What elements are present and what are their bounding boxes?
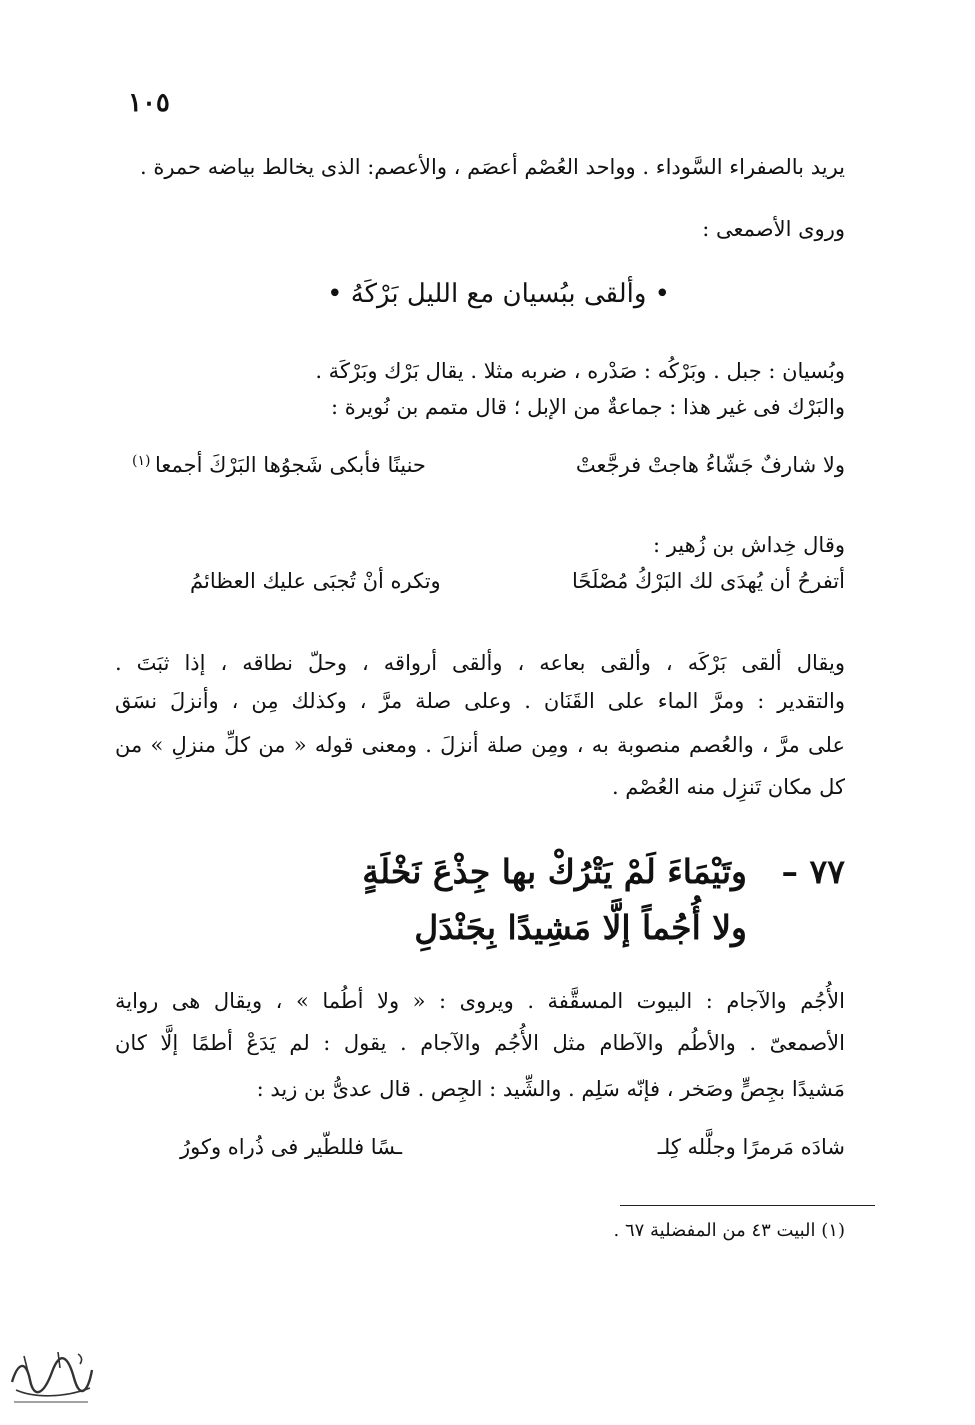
text-line: ويقال ألقى بَرْكَه ، وألقى بعاعه ، وألقى أرواقه ، وحلّ نطاقه ، إذا ثبَتَ . — [115, 651, 845, 675]
verse-number: ٧٧ – — [781, 852, 845, 891]
footnote-marker: (١) — [132, 453, 151, 469]
quoted-hemistich: • وألقى ببُسيان مع الليل بَرْكَهُ • — [327, 279, 670, 309]
verse-hemistich-left: حنينًا فأبكى شَجوُها البَرْكَ أجمعا — [155, 453, 426, 477]
verse-77-line-1: وتَيْمَاءَ لَمْ يَتْرُكْ بها جِذْعَ نَخْلَةٍ — [362, 852, 747, 891]
text-line: كل مكان تَنزِل منه العُصْم . — [611, 775, 845, 799]
text-line: وبُسيان : جبل . وبَرْكُه : صَدْره ، ضربه مثلا . يقال بَرْك وبَرْكَة . — [315, 359, 845, 383]
verse-hemistich-right: شادَه مَرمرًا وجلَّله كِلـ — [657, 1135, 845, 1159]
text-line: الأُجُم والآجام : البيوت المسقَّفة . ويروى : « ولا أطُما » ، ويقال هى رواية — [115, 989, 845, 1013]
verse-hemistich-right: أتفرحُ أن يُهدَى لك البَرْكُ مُصْلَحًا — [572, 569, 845, 593]
text-line: وقال خِداش بن زُهير : — [652, 533, 845, 557]
text-line: مَشيدًا بجِصٍّ وصَخر ، فإنّه سَلِم . والشِّيد : الجِص . قال عدىُّ بن زيد : — [256, 1077, 845, 1101]
verse-hemistich-left: وتكره أنْ تُجبَى عليك العظائمُ — [190, 569, 441, 593]
text-line: والبَرْك فى غير هذا : جماعةٌ من الإبل ؛ قال متمم بن نُويرة : — [330, 395, 845, 419]
verse-hemistich-right: ولا شارفٌ جَشّاءُ هاجتْ فرجَّعتْ — [575, 453, 845, 477]
footnote: (١) البيت ٤٣ من المفضلية ٦٧ . — [613, 1220, 845, 1241]
text-line: يريد بالصفراء السَّوداء . وواحد العُصْم أعصَم ، والأعصم: الذى يخالط بياضه حمرة . — [139, 155, 845, 179]
text-line: والتقدير : ومرَّ الماء على القَنَان . وعلى صلة مرَّ ، وكذلك مِن ، وأنزلَ نسَق — [115, 689, 845, 713]
library-stamp-logo — [4, 1342, 96, 1408]
footnote-divider — [620, 1205, 875, 1206]
verse-77-line-2: ولا أُجُماً إلَّا مَشِيدًا بِجَنْدَلِ — [414, 908, 747, 947]
text-line: وروى الأصمعى : — [702, 217, 845, 241]
text-line: الأصمعىّ . والأطُم والآطام مثل الأُجُم والآجام . يقول : لم يَدَعْ أطمًا إلَّا كان — [115, 1031, 845, 1055]
text-line: على مرَّ ، والعُصم منصوبة به ، ومِن صلة أنزلَ . ومعنى قوله « من كلِّ منزلِ » من — [115, 733, 845, 757]
page-number: ١٠٥ — [128, 88, 170, 118]
verse-hemistich-left: ـسًا فللطّير فى ذُراه وكورُ — [180, 1135, 403, 1159]
